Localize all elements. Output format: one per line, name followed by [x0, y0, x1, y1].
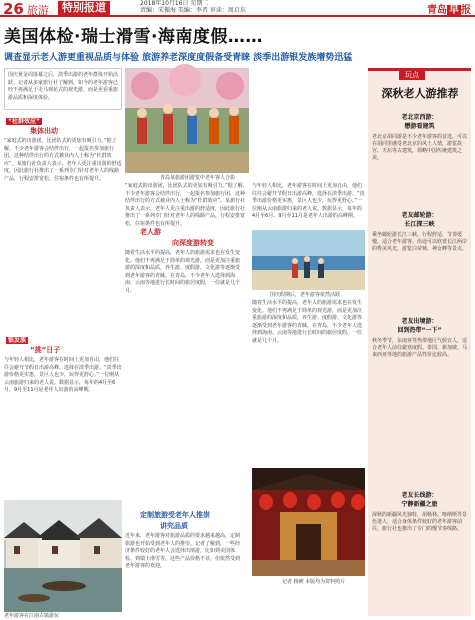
sidebar-item-4-heading: 老友长线游： [401, 492, 438, 499]
body-column-3: 随着生活水平的提高，老年人的旅游需求也在发生变化。他们不再满足于简单的观光游，而是更加注重旅游的深度和品质，养生游、度假游、文化游等逐渐受到老年游客的青睐。在青岛，不少老年人选择到海南、云南等地进行长时间的旅居度假，一住就是几个月。 [125, 250, 241, 294]
sidebar-item-3-heading: 老友出境游： [401, 318, 438, 325]
caption-lanterns: 记者 杨硬 本版均为资料照片 [282, 579, 346, 585]
body-column-1: “家庭式的出游团，比团队式的更加有吸引力。”据了解，不少老年游客会结伴出行，一起报名参加旅行团，这种结伴出行的方式被业内人士称为“杜群效应”。某旅行社负责人表示，老年人更注重出游的舒适度，因此旅行社推出了一系列专门针对老年人的线路产品，行程安排宽松，住宿条件也有所提升。 [4, 138, 122, 182]
page-number: 26 [3, 0, 24, 18]
newspaper-logo [427, 1, 471, 16]
sidebar-item-1-heading: 老北京西游： [401, 114, 438, 121]
kicker-silver-sub: “挑”日子 [30, 346, 61, 354]
sidebar-item-3-subheading: 回到热带“一下” [397, 327, 442, 334]
sub-headline: 调查显示老人游更重视品质与体验 旅游养老深度度假备受青睐 淡季出游银发族增势迅猛 [4, 53, 353, 63]
caption-water-town: 老年游客在江南古镇游玩 [4, 613, 60, 619]
logo-tail: 报 [461, 5, 471, 16]
kicker-box: 定制旅游 [140, 511, 168, 519]
kicker-group-travel [6, 116, 42, 125]
sidebar-item-2-text: 乘坐邮轮游长江三峡，行程舒适，节奏缓慢，适合老年游客。沿途可以欣赏长江两岸的秀美风光，游览白帝城、神女峰等景点。 [372, 232, 468, 252]
sidebar-title: 深秋老人游推荐 [381, 87, 459, 100]
sidebar-item-1-text: 老北京胡同游是不少老年游客的首选，可以在胡同里感受老北京的风土人情，游览故宫、天坛等古建筑，领略中国传统建筑之美。 [372, 134, 468, 161]
kicker-custom-travel [140, 510, 210, 520]
photo-elderly-group [125, 68, 249, 173]
photo-coastal-walk [252, 230, 365, 290]
logo-text: 青岛 [427, 5, 447, 16]
caption-coastal: 国庆假期后，老年游客依然活跃 [270, 292, 341, 298]
sidebar-item-4-subheading: 宁静新疆之旅 [401, 501, 438, 508]
logo-box: 早 [449, 5, 459, 16]
sidebar-tag: 玩点 [399, 70, 425, 80]
date-line: 2018年10月16日 星期二 [140, 0, 209, 7]
sidebar-item-2-heading: 老友邮轮游： [401, 212, 438, 219]
section-name: 旅游 [27, 4, 49, 17]
kicker-extra: 受老年人推崇 [168, 511, 210, 519]
sidebar-item-2-subheading: 长江探三峡 [404, 221, 435, 228]
body-column-5a: 与年轻人相比，老年游客在时间上更加自由，他们往往会避开节假日出游高峰，选择在淡季出游。“淡季出游价格更实惠，景区人也少，玩得更舒心。”一位刚从云南旅游归来的老人说。数据显示，每年的4月至6月、9月至11月是老年人出游的高峰期。 [252, 183, 365, 219]
caption-elderly-group: 青岛某旅游团游览中老年客人合影 [160, 175, 236, 181]
main-headline: 美国体检·瑞士滑雪·海南度假…… [4, 27, 263, 47]
kicker-custom-travel-sub: 讲究品质 [160, 522, 188, 530]
lead-paragraph: 国庆黄金周落幕之后，淡季出游的老年群体开始活跃。记者从多家旅行社了解到，如今的老年游客已经不再满足于走马观花式的观光游，而是更看重旅游品质和深度体验。 [4, 68, 122, 110]
kicker-deep-travel-sub: 向深度游转变 [172, 239, 214, 247]
editor-line: 责编：宋振海 美编：李晋 审读：周启东 [140, 7, 246, 14]
page-header [0, 0, 475, 17]
photo-water-town [4, 500, 122, 612]
body-column-5: 随着生活水平的提高，老年人的旅游需求也在发生变化。他们不再满足于简单的观光游，而是更加注重旅游的深度和品质，养生游、度假游、文化游等逐渐受到老年游客的青睐。在青岛，不少老年人选择到海南、云南等地进行长时间的旅居度假，一住就是几个月。 [252, 300, 363, 344]
sidebar-item-3-text: 秋冬季节，东南亚等热带地区气候宜人，适合老年人前往避寒度假。泰国、新加坡、马来西亚等地的旅游产品性价比较高。 [372, 338, 468, 358]
body-column-3a: “家庭式的出游团，比团队式的更加有吸引力。”据了解，不少老年游客会结伴出行，一起报名参加旅行团，这种结伴出行的方式被业内人士称为“杜群效应”。某旅行社负责人表示，老年人更注重出游的舒适度，因此旅行社推出了一系列专门针对老年人的线路产品，行程安排宽松，住宿条件也有所提升。 [125, 183, 248, 227]
kicker-silver [6, 335, 28, 344]
body-column-2: 与年轻人相比，老年游客在时间上更加自由，他们往往会避开节假日出游高峰，选择在淡季出游。“淡季出游价格更实惠，景区人也少，玩得更舒心。”一位刚从云南旅游归来的老人说。数据显示，每年的4月至6月、9月至11月是老年人出游的高峰期。 [4, 357, 122, 393]
photo-lantern-gate [252, 468, 365, 576]
kicker-box: 银发族 [8, 337, 27, 344]
kicker-deep-travel: 老人游 [140, 228, 161, 236]
sidebar-item-1-subheading: 懋游看建筑 [404, 123, 435, 130]
section-tag: 特别报道 [58, 1, 110, 15]
issue-meta [140, 0, 246, 14]
kicker-box: “杜群效应” [8, 118, 40, 125]
sidebar-item-4-text: 深秋的新疆风光独特，胡杨林、喀纳斯等景色迷人，适合身体条件较好的老年游客前往，旅行社也推出了专门的慢节奏线路。 [372, 512, 468, 532]
kicker-group-travel-sub: 集体出动 [30, 127, 58, 135]
body-column-4: 近年来，老年游客对旅游品质的要求越来越高，定制旅游也开始受到老年人的推崇。记者了解到，一些经济条件较好的老年人会选择出境游，比如到美国体检、到瑞士滑雪等，这些产品价格不菲，但依然受到老年游客的欢迎。 [125, 533, 241, 569]
